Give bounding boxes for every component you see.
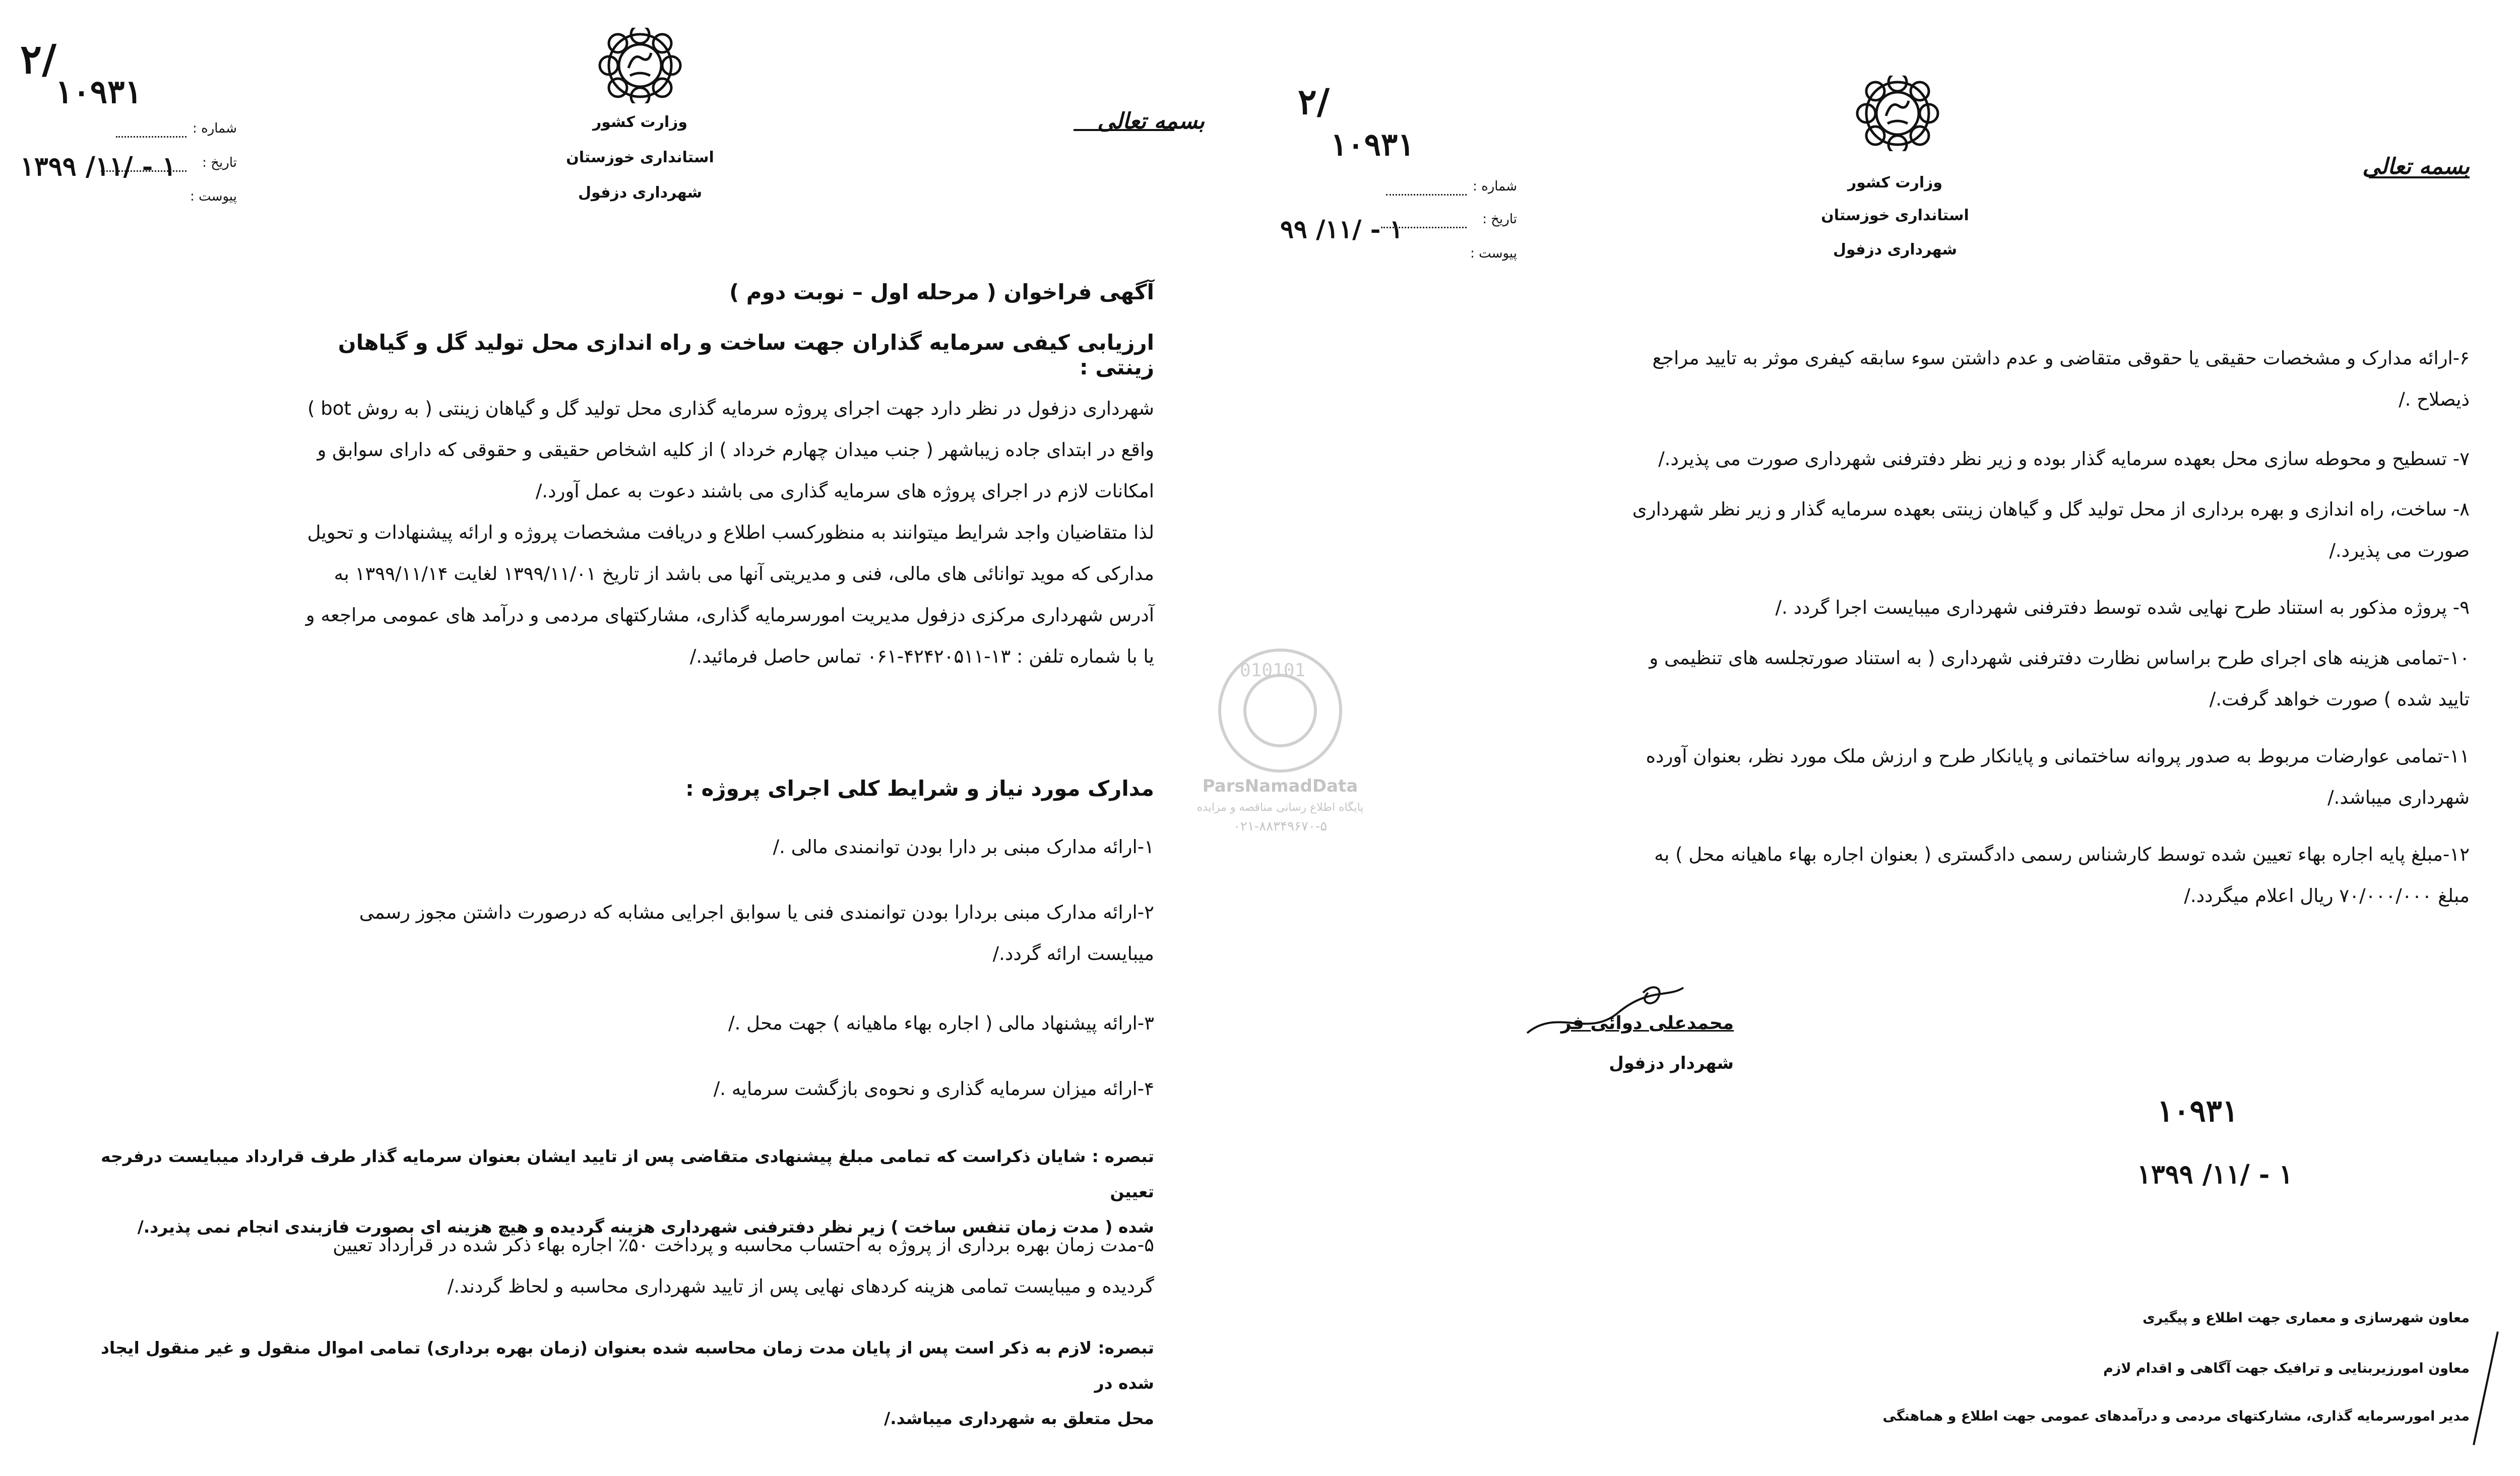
date-dots	[1381, 227, 1467, 228]
cc-line: معاون شهرسازی و معماری جهت اطلاع و پیگیری	[2143, 1310, 2470, 1326]
intro-line: امکانات لازم در اجرای پروژه های سرمایه گذاری می باشند دعوت به عمل آورد./	[535, 480, 1154, 502]
intro-line: یا با شماره تلفن : ۱۳-۴۲۴۲۰۵۱۱-۰۶۱ تماس حاصل فرمائید./	[689, 646, 1154, 667]
municipality-logo-icon	[1845, 76, 1950, 151]
list-item	[1371, 637, 2470, 720]
list-item-line: تایید شده ) صورت خواهد گرفت./	[2209, 688, 2470, 710]
list-item-line: ۶-ارائه مدارک و مشخصات حقیقی یا حقوقی متقاضی و عدم داشتن سوء سابقه کیفری موثر به تایید مراجع	[1652, 347, 2470, 369]
list-item: ۷- تسطیح و محوطه سازی محل بعهده سرمایه گذار بوده و زیر نظر دفترفنی شهرداری صورت می پذیرد./	[1658, 448, 2470, 470]
municipality-label: شهرداری دزفول	[1833, 241, 1957, 259]
list-item-line: ۸- ساخت، راه اندازی و بهره برداری از محل تولید گل و گیاهان زینتی بعهده سرمایه گذار و زیر نظر شهرداری	[1632, 498, 2470, 520]
left-page	[0, 0, 1250, 1476]
note-paragraph	[101, 1330, 1154, 1436]
signer-name: محمدعلی دوائی فر	[1560, 1013, 1734, 1034]
number-label: شماره :	[193, 121, 237, 136]
intro-line: آدرس شهرداری مرکزی دزفول مدیریت امورسرمایه گذاری، مشارکتهای مردمی و درآمد های عمومی مراجعه و	[305, 604, 1154, 626]
list-item-line: میبایست ارائه گردد./	[992, 943, 1154, 965]
list-item	[1371, 338, 2470, 420]
list-item: ۱-ارائه مدارک مبنی بر دارا بودن توانمندی مالی ./	[773, 836, 1154, 858]
hand-number: ۱۰۹۳۱	[55, 73, 142, 111]
corner-mark: ۲/	[1298, 81, 1330, 122]
cc-line: معاون امورزیربنایی و ترافیک جهت آگاهی و اقدام لازم	[2103, 1361, 2470, 1376]
intro-line: واقع در ابتدای جاده زیباشهر ( جنب میدان چهارم خرداد ) از کلیه اشخاص حقیقی و حقوقی که دارای سوابق و	[317, 439, 1154, 461]
watermark-phone: ۰۲۱-۸۸۳۴۹۶۷۰-۵	[1233, 819, 1328, 834]
signer-title: شهردار دزفول	[1609, 1053, 1734, 1073]
basmala-underline	[1074, 129, 1174, 131]
list-item-line: مبلغ ۷۰/۰۰۰/۰۰۰ ریال اعلام میگردد./	[2184, 885, 2470, 907]
list-item-line: ۱۲-مبلغ پایه اجاره بهاء تعیین شده توسط کارشناس رسمی دادگستری ( بعنوان اجاره بهاء ماهیانه محل ) به	[1654, 844, 2470, 865]
list-item-line: گردیده و میبایست تمامی هزینه کردهای نهایی پس از تایید شهرداری محاسبه و لحاظ گردند./	[447, 1275, 1154, 1297]
announcement-title: آگهی فراخوان ( مرحله اول – نوبت دوم )	[729, 280, 1154, 304]
watermark-subtitle: پایگاه اطلاع رسانی مناقصه و مزایده	[1196, 801, 1364, 814]
governorate-label: استانداری خوزستان	[566, 149, 714, 166]
list-item-line: شهرداری میباشد./	[2327, 787, 2470, 808]
watermark-binary: 010101	[1240, 660, 1306, 681]
attachment-label: پیوست :	[190, 189, 237, 204]
number-dots	[116, 136, 186, 138]
watermark-brand: ParsNamadData	[1202, 776, 1358, 796]
list-item: ۳-ارائه پیشنهاد مالی ( اجاره بهاء ماهیانه ) جهت محل ./	[728, 1012, 1154, 1034]
list-item	[1371, 736, 2470, 818]
list-item	[1371, 489, 2470, 571]
list-item-line: ۱۰-تمامی هزینه های اجرای طرح براساس نظارت دفترفنی شهرداری ( به استناد صورتجلسه های تنظیمی و	[1649, 647, 2470, 669]
hand-number: ۱۰۹۳۱	[1331, 126, 1415, 163]
note-line: تبصره : شایان ذکراست که تمامی مبلغ پیشنهادی متقاضی پس از تایید ایشان بعنوان سرمایه گذار طرف قرارداد میبایست درفرجه تعیین	[101, 1146, 1154, 1201]
intro-paragraph	[101, 388, 1154, 677]
number-label: شماره :	[1473, 179, 1517, 194]
docs-heading: مدارک مورد نیاز و شرایط کلی اجرای پروژه :	[685, 776, 1154, 801]
list-item	[1371, 834, 2470, 917]
list-item: ۹- پروژه مذکور به استناد طرح نهایی شده توسط دفترفنی شهرداری میبایست اجرا گردد ./	[1775, 597, 2470, 618]
basmala: بسمه تعالی	[1097, 108, 1205, 134]
date-label: تاریخ :	[1482, 212, 1517, 227]
municipality-label: شهرداری دزفول	[578, 184, 702, 202]
list-item	[101, 892, 1154, 975]
list-item: ۴-ارائه میزان سرمایه گذاری و نحوه‌ی بازگشت سرمایه ./	[713, 1078, 1154, 1100]
intro-line: مدارکی که موید توانائی های مالی، فنی و مدیریتی آنها می باشد از تاریخ ۱۳۹۹/۱۱/۰۱ لغایت ۱۳۹۹/۱۱/۱۴ به	[334, 563, 1154, 585]
ministry-label: وزارت کشور	[1847, 174, 1943, 191]
municipality-logo-icon	[587, 28, 693, 103]
cc-line: مدیر امورسرمایه گذاری، مشارکتهای مردمی و درآمدهای عمومی جهت اطلاع و هماهنگی	[1882, 1408, 2470, 1424]
governorate-label: استانداری خوزستان	[1821, 207, 1969, 224]
hand-number-bottom: ۱۰۹۳۱	[2157, 1094, 2239, 1129]
note-line: محل متعلق به شهرداری میباشد./	[884, 1408, 1154, 1428]
hand-date: ۱۳۹۹ /۱۱/ - ۱	[20, 151, 176, 182]
list-item-line: ۱۱-تمامی عوارضات مربوط به صدور پروانه ساختمانی و پایانکار طرح و ارزش ملک مورد نظر، بعنوان آورده	[1646, 745, 2470, 767]
right-page	[1250, 0, 2520, 1476]
intro-line: لذا متقاضیان واجد شرایط میتوانند به منظورکسب اطلاع و دریافت مشخصات پروژه و ارائه پیشنهادات و تحویل	[307, 522, 1154, 543]
date-label: تاریخ :	[202, 155, 237, 170]
note-line: تبصره: لازم به ذکر است پس از پایان مدت زمان محاسبه شده بعنوان (زمان بهره برداری) تمامی اموال منقول و غیر منقول ایجاد شده در	[101, 1338, 1154, 1393]
attachment-label: پیوست :	[1470, 246, 1517, 261]
basmala: بسمه تعالی	[2362, 154, 2470, 179]
ministry-label: وزارت کشور	[592, 113, 688, 131]
hand-date: ۹۹ /۱۱/ - ۱	[1280, 214, 1403, 244]
corner-mark: ۲/	[20, 35, 57, 83]
list-item	[101, 1225, 1154, 1307]
intro-line: شهرداری دزفول در نظر دارد جهت اجرای پروژه سرمایه گذاری محل تولید گل و گیاهان زینتی ( به روش bot )	[307, 398, 1154, 419]
note-line: شده ( مدت زمان تنفس ساخت ) زیر نظر دفترفنی شهرداری هزینه گردیده و هیچ هزینه ای بصورت فازبندی انجام نمی پذیرد./	[137, 1217, 1154, 1237]
announcement-subtitle: ارزیابی کیفی سرمایه گذاران جهت ساخت و راه اندازی محل تولید گل و گیاهان زینتی :	[338, 330, 1154, 379]
number-dots	[1386, 194, 1467, 196]
date-dots	[101, 170, 186, 172]
list-item-line: صورت می پذیرد./	[2329, 540, 2470, 561]
list-item-line: ۲-ارائه مدارک مبنی بردارا بودن توانمندی فنی یا سوابق اجرایی مشابه که درصورت داشتن مجوز رسمی	[359, 902, 1154, 923]
basmala-underline	[2369, 176, 2470, 178]
list-item-line: ۵-مدت زمان بهره برداری از پروژه به احتساب محاسبه و پرداخت ۵۰٪ اجاره بهاء ذکر شده در قرارداد تعیین	[333, 1234, 1154, 1256]
hand-date-bottom: ۱۳۹۹ /۱۱/ - ۱	[2137, 1159, 2293, 1190]
margin-mark	[2473, 1331, 2499, 1445]
list-item-line: ذیصلاح ./	[2399, 389, 2470, 410]
